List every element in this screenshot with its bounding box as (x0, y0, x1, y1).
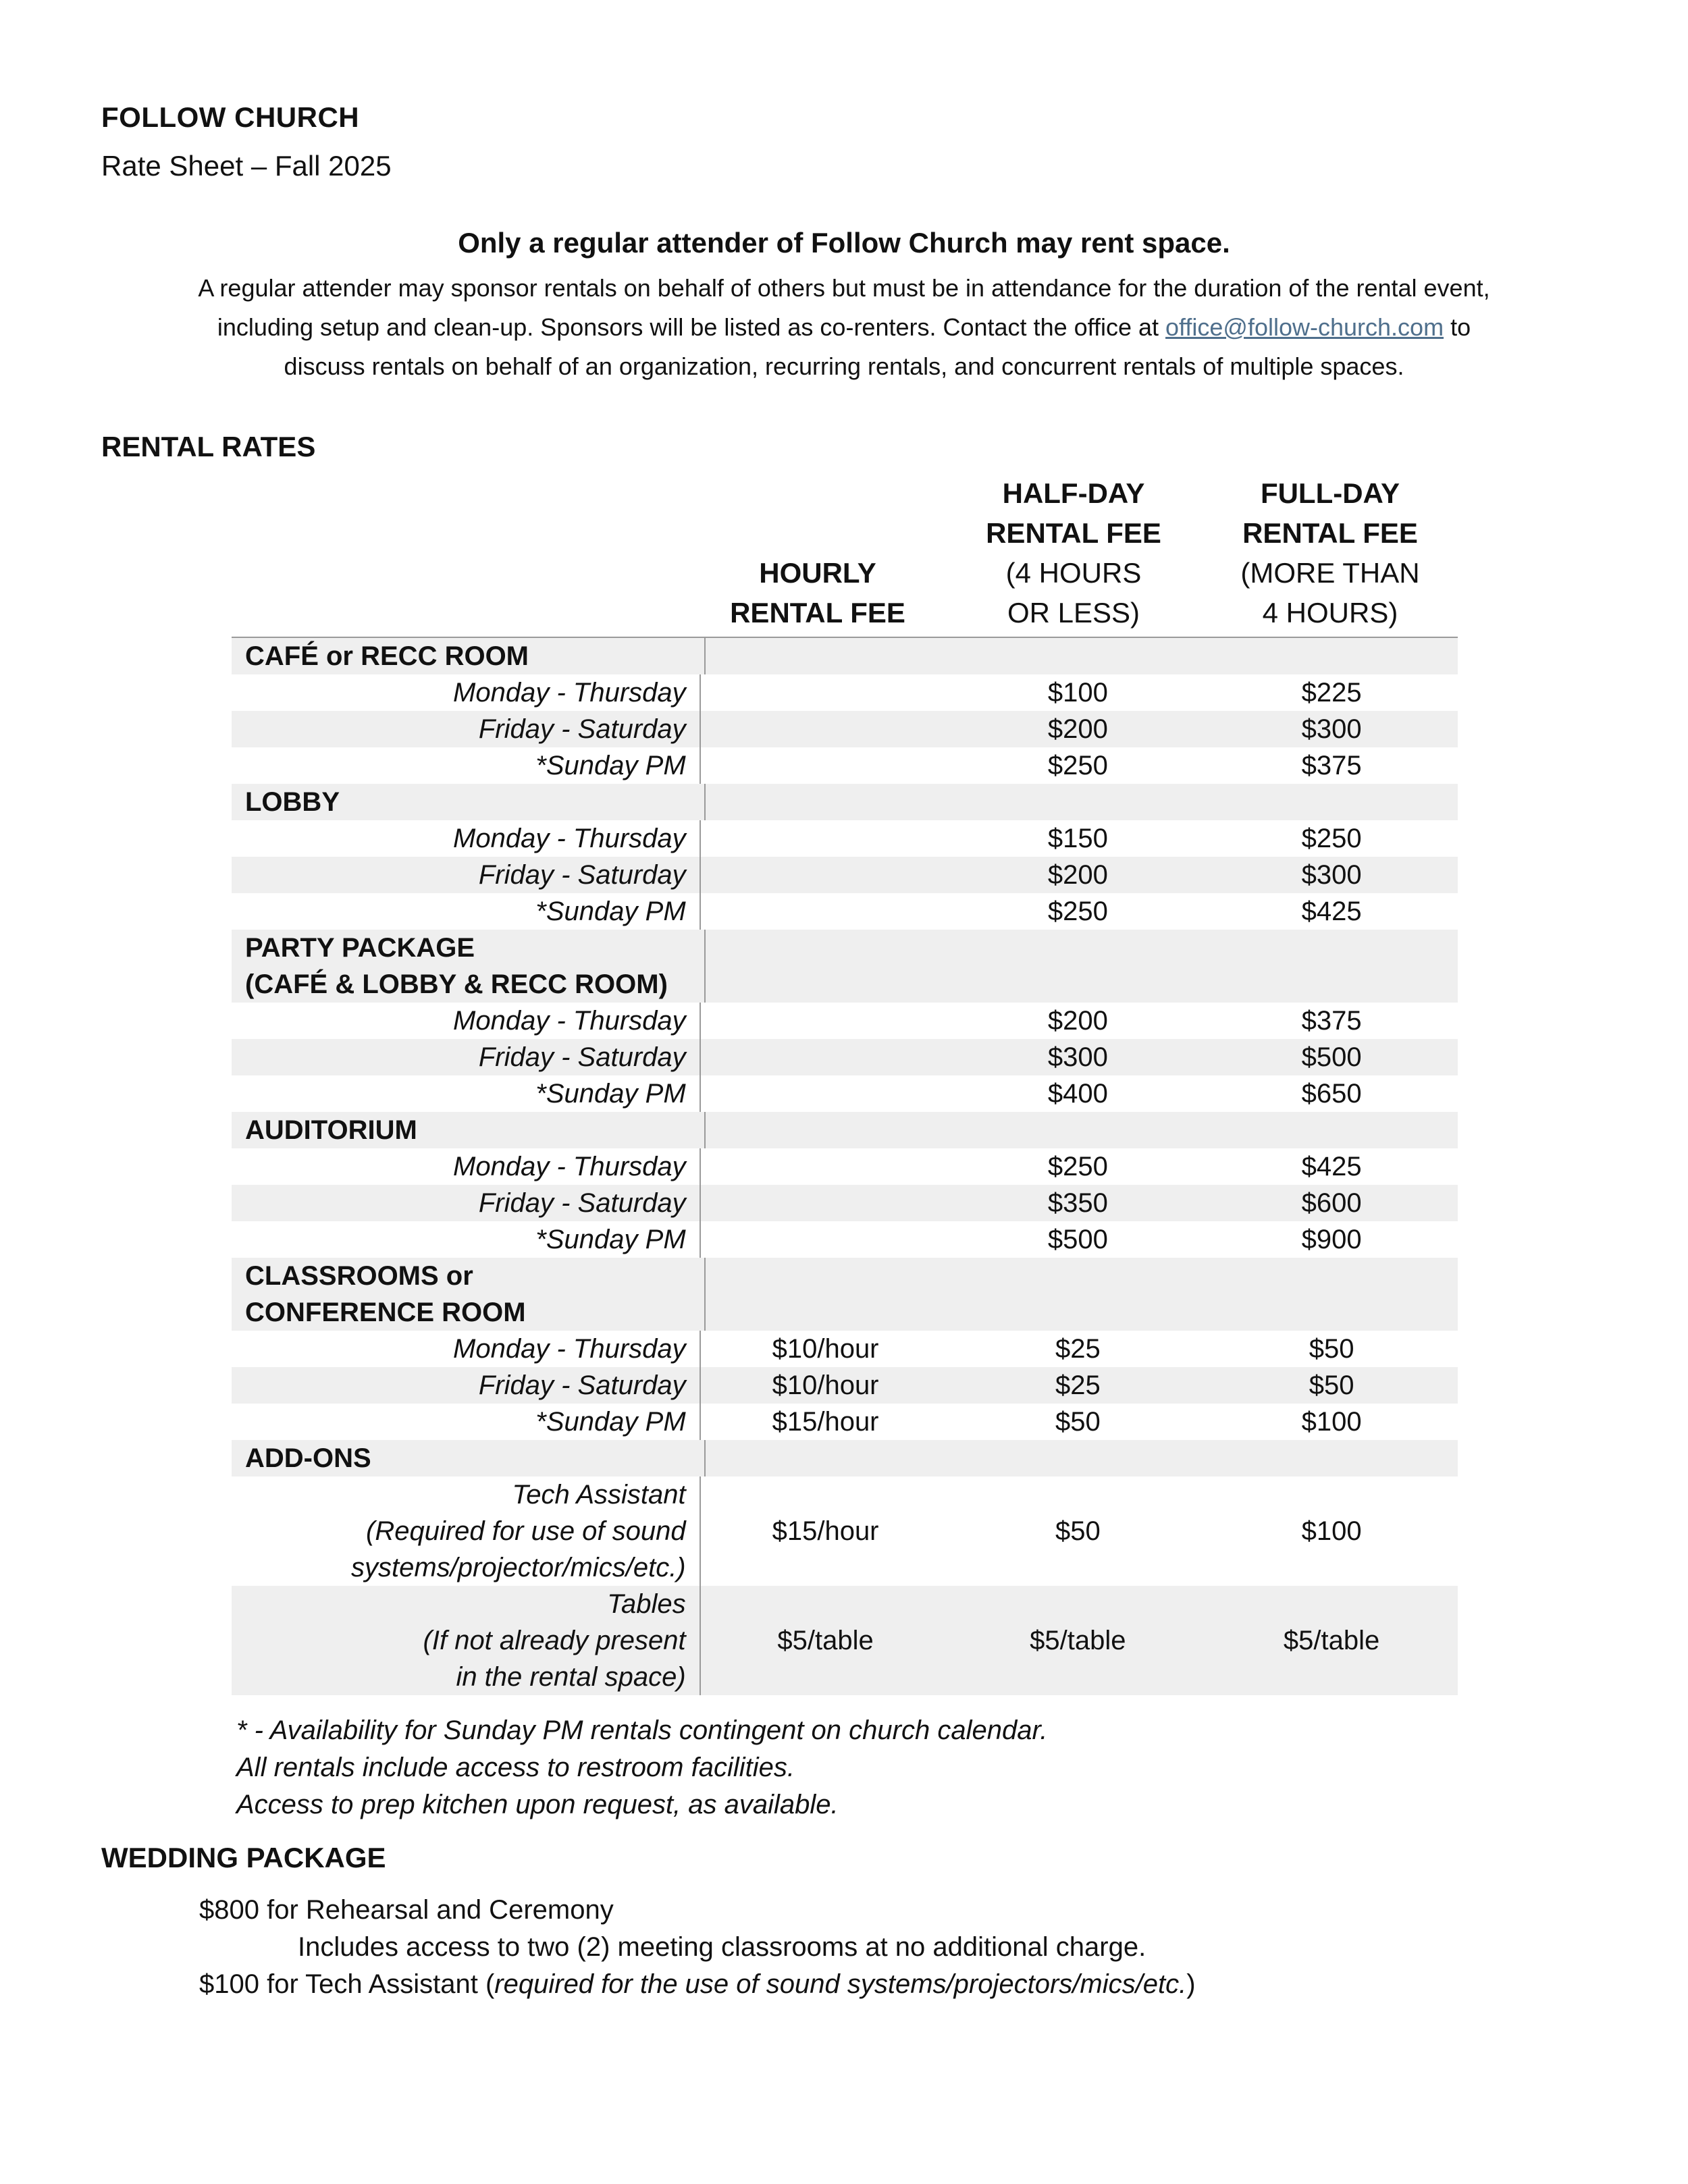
addon-note: (If not already present (423, 1626, 686, 1655)
full-day-fee: $100 (1301, 1407, 1362, 1437)
full-day-fee: $600 (1301, 1188, 1362, 1218)
note-restrooms: All rentals include access to restroom facilities. (236, 1753, 795, 1782)
hourly-fee: $15/hour (772, 1516, 879, 1546)
col-header-full-day (1203, 473, 1458, 633)
table-row-addon (232, 1586, 1458, 1695)
full-day-fee: $250 (1301, 824, 1362, 853)
full-day-fee: $5/table (1283, 1626, 1380, 1655)
addon-note: in the rental space) (456, 1662, 686, 1692)
half-day-fee: $25 (1055, 1370, 1101, 1400)
category-name-detail: CONFERENCE ROOM (245, 1298, 526, 1327)
table-row (232, 747, 1458, 784)
addon-label (232, 1586, 701, 1695)
col-header-half-day (945, 473, 1203, 633)
wedding-package-title: WEDDING PACKAGE (101, 1842, 386, 1873)
wedding-line-classrooms: Includes access to two (2) meeting classrooms at no additional charge. (298, 1932, 1146, 1962)
day-label (232, 1185, 701, 1221)
eligibility-notice (101, 227, 1587, 386)
addon-label (232, 1476, 701, 1586)
category-label (232, 638, 706, 674)
day-name: Monday - Thursday (453, 678, 686, 708)
eligibility-line-1: A regular attender may sponsor rentals on behalf of others but must be in attendance for the duration of the rental event, (198, 274, 1490, 302)
wedding-line-ceremony: $800 for Rehearsal and Ceremony (199, 1895, 614, 1925)
wedding-line-tech (199, 1966, 1196, 2003)
table-row (232, 1039, 1458, 1075)
hourly-fee: $5/table (777, 1626, 874, 1655)
table-row (232, 711, 1458, 747)
category-label (232, 1440, 706, 1476)
full-day-fee: $375 (1301, 751, 1362, 780)
category-name: PARTY PACKAGE (245, 933, 475, 963)
table-row (232, 1148, 1458, 1185)
category-label (232, 1112, 706, 1148)
table-row (232, 1404, 1458, 1440)
category-name: ADD-ONS (245, 1443, 371, 1473)
category-label (232, 930, 706, 1003)
full-day-fee: $50 (1309, 1334, 1354, 1364)
full-day-fee: $900 (1301, 1225, 1362, 1254)
table-row (232, 1367, 1458, 1404)
day-label (232, 893, 701, 930)
col-header-hourly (691, 553, 945, 633)
half-day-fee: $250 (1047, 897, 1108, 926)
note-prep-kitchen: Access to prep kitchen upon request, as available. (236, 1790, 839, 1819)
category-name-detail: (CAFÉ & LOBBY & RECC ROOM) (245, 969, 668, 999)
half-day-fee: $100 (1047, 678, 1108, 708)
half-day-fee: $300 (1047, 1042, 1108, 1072)
day-label (232, 1148, 701, 1185)
addon-name: Tech Assistant (512, 1480, 686, 1510)
day-name: Monday - Thursday (453, 824, 686, 853)
col-header-half-line: (4 HOURS (1005, 557, 1142, 589)
full-day-fee: $375 (1301, 1006, 1362, 1036)
col-header-half-line: HALF-DAY (1002, 477, 1145, 509)
day-label (232, 820, 701, 857)
day-label (232, 1331, 701, 1367)
day-name: *Sunday PM (535, 1407, 686, 1437)
day-name: Friday - Saturday (478, 1370, 686, 1400)
table-row (232, 1221, 1458, 1258)
table-row-category (232, 1112, 1458, 1148)
category-name: CLASSROOMS or (245, 1261, 473, 1291)
col-header-full-line: (MORE THAN (1240, 557, 1420, 589)
table-body (232, 638, 1458, 1695)
category-name: LOBBY (245, 787, 340, 817)
half-day-fee: $50 (1055, 1407, 1101, 1437)
day-label (232, 1404, 701, 1440)
day-name: Friday - Saturday (478, 714, 686, 744)
day-name: *Sunday PM (535, 751, 686, 780)
table-row-category (232, 1258, 1458, 1331)
eligibility-headline: Only a regular attender of Follow Church may rent space. (458, 227, 1230, 259)
table-row (232, 893, 1458, 930)
eligibility-line-2-end: to (1444, 313, 1471, 341)
day-name: Friday - Saturday (478, 1042, 686, 1072)
hourly-fee: $10/hour (772, 1334, 879, 1364)
col-header-half-line: OR LESS) (1007, 597, 1140, 629)
table-row-category (232, 784, 1458, 820)
full-day-fee: $225 (1301, 678, 1362, 708)
day-name: *Sunday PM (535, 1079, 686, 1109)
hourly-fee: $15/hour (772, 1407, 879, 1437)
day-label (232, 674, 701, 711)
table-row (232, 1185, 1458, 1221)
table-row-category (232, 1440, 1458, 1476)
wedding-tech-close: ) (1186, 1969, 1196, 1999)
wedding-package-details (199, 1892, 1196, 2003)
day-label (232, 1221, 701, 1258)
half-day-fee: $200 (1047, 714, 1108, 744)
full-day-fee: $100 (1301, 1516, 1362, 1546)
eligibility-body (101, 269, 1587, 386)
day-name: Monday - Thursday (453, 1006, 686, 1036)
day-name: *Sunday PM (535, 1225, 686, 1254)
full-day-fee: $50 (1309, 1370, 1354, 1400)
day-label (232, 747, 701, 784)
day-name: Monday - Thursday (453, 1334, 686, 1364)
full-day-fee: $425 (1301, 897, 1362, 926)
day-label (232, 1075, 701, 1112)
day-label (232, 857, 701, 893)
half-day-fee: $5/table (1030, 1626, 1126, 1655)
table-row (232, 1003, 1458, 1039)
addon-note: (Required for use of sound (366, 1516, 686, 1546)
addon-name: Tables (607, 1589, 686, 1619)
eligibility-line-2: including setup and clean-up. Sponsors will be listed as co-renters. Contact the office at (217, 313, 1166, 341)
table-row-category (232, 930, 1458, 1003)
full-day-fee: $300 (1301, 714, 1362, 744)
note-sunday-availability: * - Availability for Sunday PM rentals contingent on church calendar. (236, 1715, 1048, 1745)
half-day-fee: $350 (1047, 1188, 1108, 1218)
org-name: FOLLOW CHURCH (101, 101, 360, 133)
col-header-half-line: RENTAL FEE (986, 517, 1161, 549)
day-label (232, 1367, 701, 1404)
full-day-fee: $500 (1301, 1042, 1362, 1072)
table-header (232, 477, 1458, 638)
col-header-hourly-line: HOURLY (759, 557, 876, 589)
rate-notes (236, 1712, 1047, 1823)
wedding-tech-requirement: required for the use of sound systems/projectors/mics/etc. (494, 1969, 1187, 1999)
category-label (232, 784, 706, 820)
rate-sheet-subtitle: Rate Sheet – Fall 2025 (101, 150, 392, 182)
table-row (232, 1331, 1458, 1367)
full-day-fee: $650 (1301, 1079, 1362, 1109)
rental-rates-title: RENTAL RATES (101, 431, 316, 462)
day-name: Friday - Saturday (478, 1188, 686, 1218)
half-day-fee: $500 (1047, 1225, 1108, 1254)
category-name: CAFÉ or RECC ROOM (245, 641, 529, 671)
table-row-category (232, 638, 1458, 674)
half-day-fee: $250 (1047, 1152, 1108, 1181)
full-day-fee: $425 (1301, 1152, 1362, 1181)
half-day-fee: $400 (1047, 1079, 1108, 1109)
col-header-hourly-line: RENTAL FEE (730, 597, 905, 629)
half-day-fee: $200 (1047, 1006, 1108, 1036)
table-row (232, 857, 1458, 893)
full-day-fee: $300 (1301, 860, 1362, 890)
day-label (232, 1039, 701, 1075)
table-row (232, 1075, 1458, 1112)
half-day-fee: $250 (1047, 751, 1108, 780)
col-header-full-line: FULL-DAY (1260, 477, 1400, 509)
half-day-fee: $50 (1055, 1516, 1101, 1546)
addon-note: systems/projector/mics/etc.) (350, 1553, 686, 1582)
category-label (232, 1258, 706, 1331)
category-name: AUDITORIUM (245, 1115, 417, 1145)
table-row (232, 820, 1458, 857)
col-header-full-line: 4 HOURS) (1262, 597, 1398, 629)
hourly-fee: $10/hour (772, 1370, 879, 1400)
half-day-fee: $150 (1047, 824, 1108, 853)
half-day-fee: $200 (1047, 860, 1108, 890)
wedding-tech-text: $100 for Tech Assistant ( (199, 1969, 495, 1999)
day-name: *Sunday PM (535, 897, 686, 926)
day-name: Monday - Thursday (453, 1152, 686, 1181)
col-header-full-line: RENTAL FEE (1242, 517, 1418, 549)
table-row-addon (232, 1476, 1458, 1586)
day-name: Friday - Saturday (478, 860, 686, 890)
office-email-link[interactable]: office@follow-church.com (1165, 313, 1444, 341)
eligibility-line-3: discuss rentals on behalf of an organization, recurring rentals, and concurrent rentals of multiple spaces. (284, 352, 1404, 380)
day-label (232, 711, 701, 747)
rental-rates-table (232, 477, 1458, 1695)
half-day-fee: $25 (1055, 1334, 1101, 1364)
table-row (232, 674, 1458, 711)
day-label (232, 1003, 701, 1039)
